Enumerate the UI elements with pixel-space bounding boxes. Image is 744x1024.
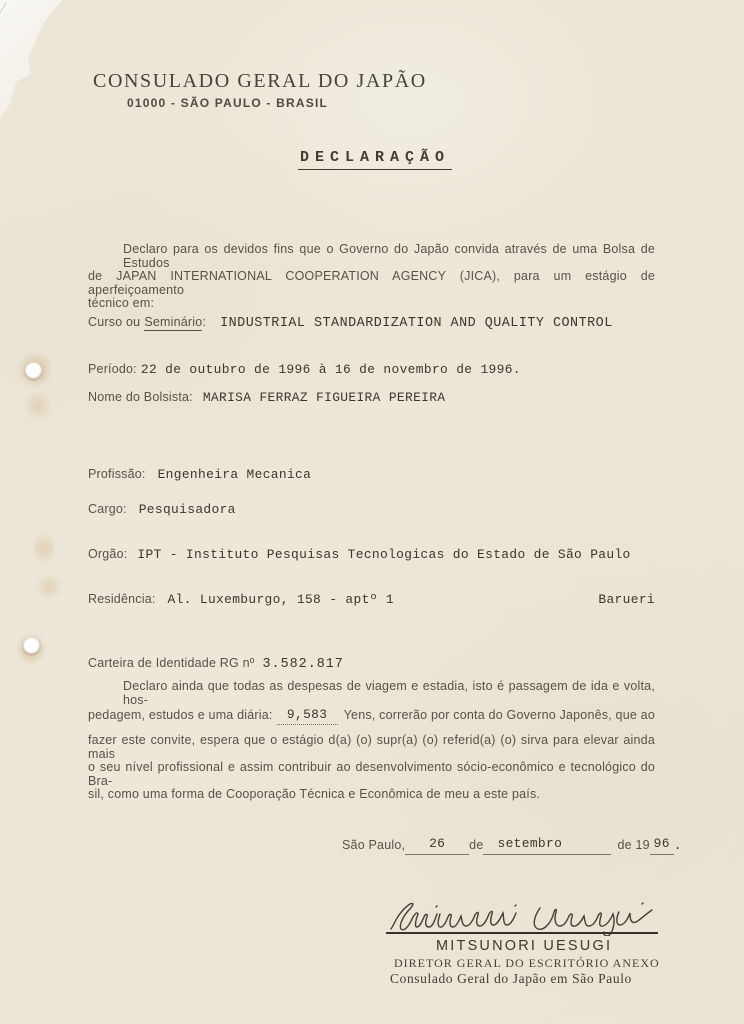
- paper-stain: [36, 572, 62, 602]
- paper-crease: [0, 2, 70, 137]
- field-rg: [88, 656, 344, 672]
- residencia-city: Barueri: [598, 592, 655, 607]
- nome-value: MARISA FERRAZ FIGUEIRA PEREIRA: [202, 390, 446, 405]
- nome-label: Nome do Bolsista:: [88, 390, 193, 404]
- curso-value: INDUSTRIAL STANDARDIZATION AND QUALITY CONTROL: [220, 316, 613, 331]
- punch-hole: [25, 362, 42, 379]
- date-line: [342, 836, 682, 855]
- date-de2: de 19: [617, 838, 650, 852]
- field-profissao: [88, 467, 311, 482]
- punch-hole: [23, 637, 40, 654]
- cargo-label: Cargo:: [88, 502, 127, 516]
- date-year: 96: [653, 836, 670, 851]
- body-line-2: [88, 706, 655, 725]
- date-de1: de: [469, 838, 484, 852]
- field-cargo: [88, 502, 236, 517]
- document-title: DECLARAÇÃO: [298, 149, 452, 170]
- profissao-label: Profissão:: [88, 467, 146, 481]
- cargo-value: Pesquisadora: [138, 502, 236, 517]
- date-month: setembro: [497, 836, 563, 851]
- letterhead-address: 01000 - SÃO PAULO - BRASIL: [127, 96, 329, 110]
- profissao-value: Engenheira Mecanica: [157, 467, 312, 482]
- paper-stain: [34, 525, 54, 571]
- body-line-4: o seu nível profissional e assim contribuir ao desenvolvimento sócio-econômico e tecnológico do Bra-: [88, 760, 655, 788]
- intro-line-3: técnico em:: [88, 296, 155, 310]
- field-residencia: [88, 592, 655, 607]
- curso-colon: :: [202, 315, 207, 329]
- orgao-value: IPT - Instituto Pesquisas Tecnologicas do Estado de São Paulo: [137, 547, 631, 562]
- body-line-5: sil, como uma forma de Cooporação Técnica e Econômica de meu a este país.: [88, 787, 541, 801]
- diaria-fill-line: [277, 706, 338, 725]
- body-line-2-pre: pedagem, estudos e uma diária:: [88, 708, 273, 722]
- body-line-3: fazer este convite, espera que o estágio d(a) (o) supr(a) (o) referid(a) (o) sirva para elevar ainda mais: [88, 733, 655, 761]
- periodo-label: Período:: [88, 362, 137, 376]
- intro-line-1: Declaro para os devidos fins que o Governo do Japão convida através de uma Bolsa de Estudos: [123, 242, 655, 270]
- date-city-label: São Paulo,: [342, 838, 406, 852]
- signatory-org: Consulado Geral do Japão em São Paulo: [390, 971, 632, 986]
- curso-label-underlined: Seminário: [144, 315, 203, 329]
- letterhead-org: CONSULADO GERAL DO JAPÃO: [93, 70, 427, 92]
- date-year-fill: [650, 836, 674, 855]
- diaria-value: 9,583: [286, 707, 328, 722]
- field-periodo: [88, 362, 521, 377]
- residencia-label: Residência:: [88, 592, 156, 606]
- periodo-value: 22 de outubro de 1996 à 16 de novembro de 1996.: [140, 362, 521, 377]
- signature-rule: [386, 932, 658, 934]
- signatory-name: MITSUNORI UESUGI: [436, 938, 613, 954]
- field-curso: [88, 315, 613, 331]
- field-nome: [88, 390, 445, 405]
- rg-label: Carteira de Identidade RG nº: [88, 656, 255, 670]
- date-period: .: [673, 838, 682, 853]
- intro-line-2: de JAPAN INTERNATIONAL COOPERATION AGENCY (JICA), para um estágio de aperfeiçoamento: [88, 269, 655, 297]
- date-month-fill: [483, 836, 611, 855]
- curso-label: Curso ou: [88, 315, 141, 329]
- date-day-fill: [405, 836, 469, 855]
- handwritten-signature: [388, 896, 656, 936]
- date-day: 26: [429, 836, 446, 851]
- signatory-role: DIRETOR GERAL DO ESCRITÓRIO ANEXO: [394, 956, 660, 970]
- field-orgao: [88, 547, 631, 562]
- body-line-1: Declaro ainda que todas as despesas de viagem e estadia, isto é passagem de ida e volta, hos-: [123, 679, 655, 707]
- residencia-value: Al. Luxemburgo, 158 - aptº 1: [167, 592, 394, 607]
- rg-value: 3.582.817: [262, 657, 344, 672]
- orgao-label: Orgão:: [88, 547, 128, 561]
- paper-stain: [26, 388, 50, 424]
- body-line-2-post: Yens, correrão por conta do Governo Japonês, que ao: [343, 708, 655, 722]
